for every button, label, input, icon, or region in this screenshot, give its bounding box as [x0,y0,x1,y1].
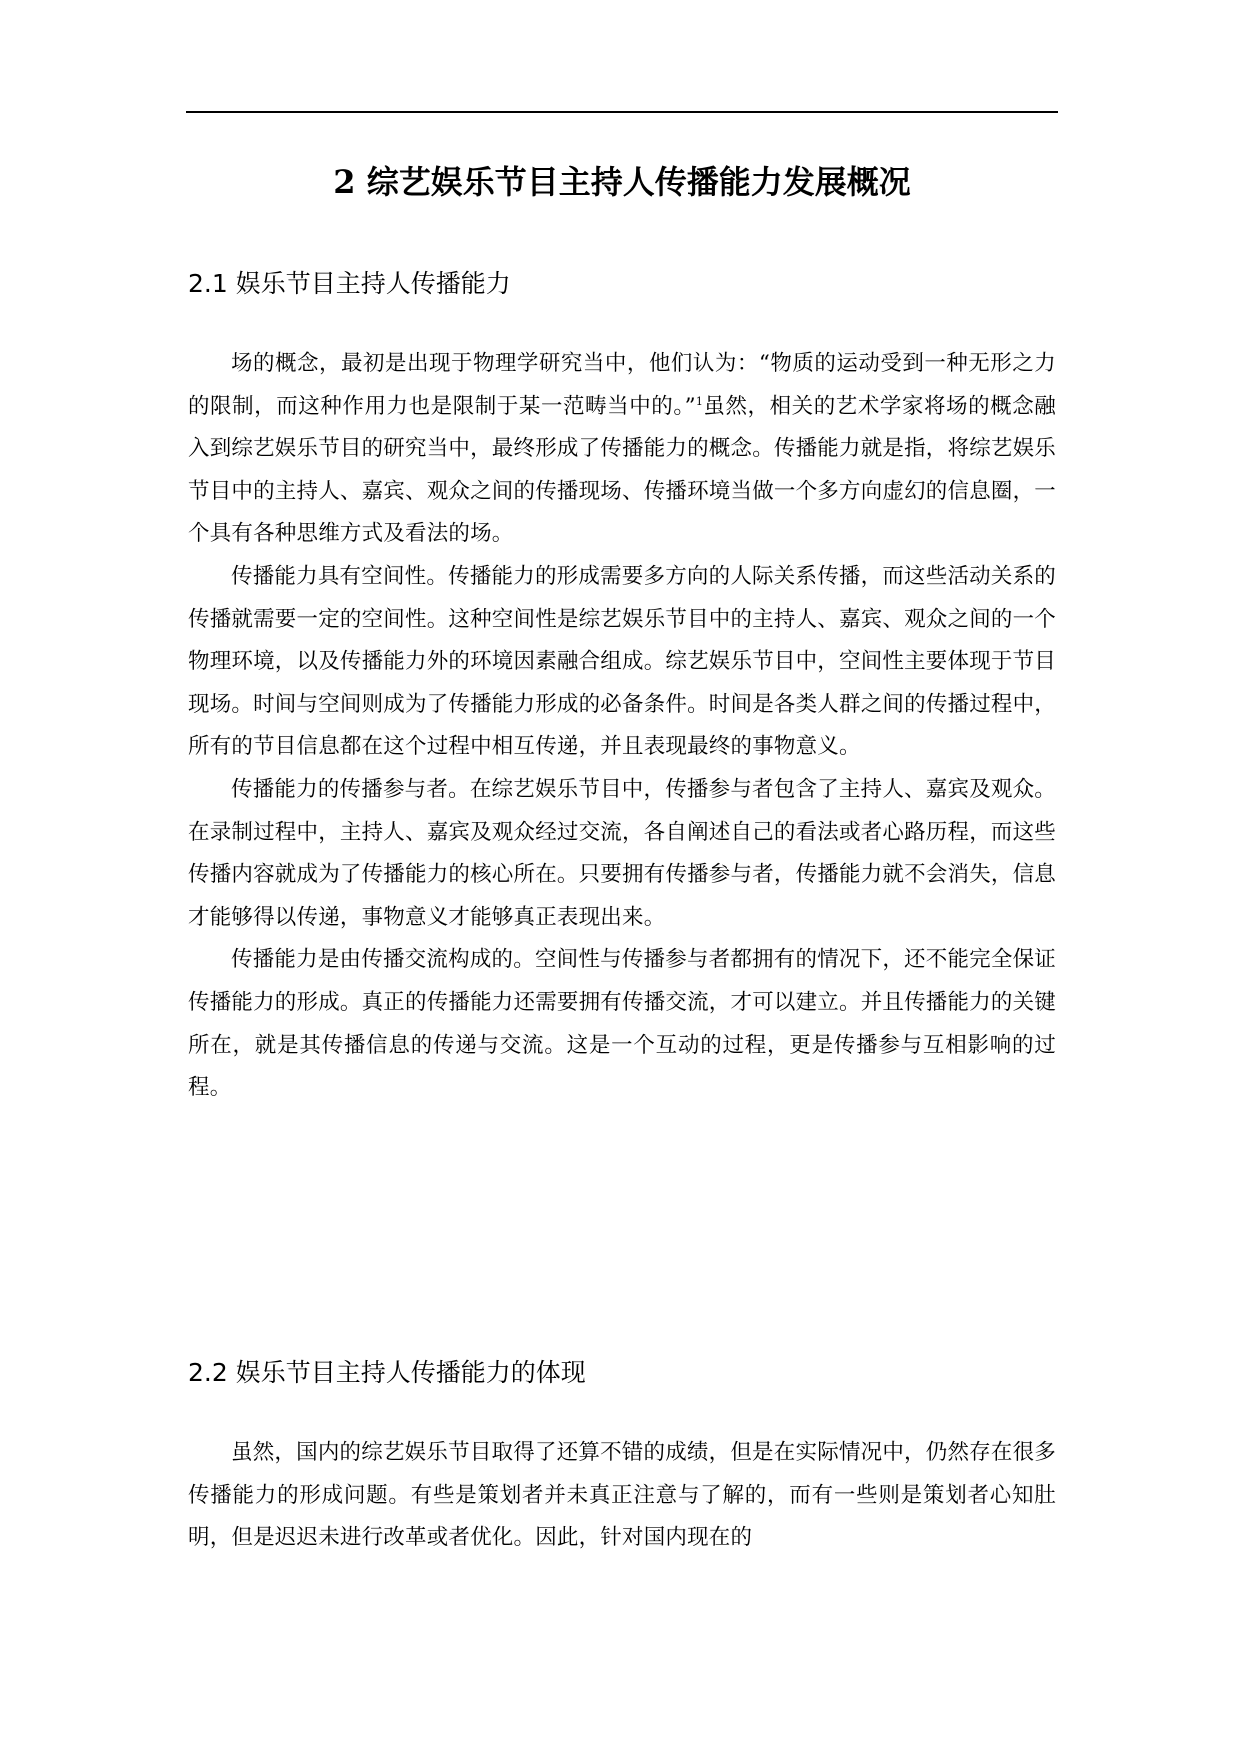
paragraph-text: 场的概念，最初是出现于物理学研究当中，他们认为：“物质的运动受到一种无形之力的限制，而这种作用力也是限制于某一范畴当中的。” [188,351,1056,419]
section-title-2-2: 2.2 娱乐节目主持人传播能力的体现 [188,1358,586,1387]
section-2-2-body [188,1432,1056,1560]
section-2-1-body [188,343,1056,1110]
paragraph [188,343,1056,556]
paragraph: 传播能力的传播参与者。在综艺娱乐节目中，传播参与者包含了主持人、嘉宾及观众。在录制过程中，主持人、嘉宾及观众经过交流，各自阐述自己的看法或者心路历程，而这些传播内容就成为了传播能力的核心所在。只要拥有传播参与者，传播能力就不会消失，信息才能够得以传递，事物意义才能够真正表现出来。 [188,776,1057,930]
footnote-marker: 1 [695,394,704,408]
section-title-2-1: 2.1 娱乐节目主持人传播能力 [188,269,511,298]
paragraph: 虽然，国内的综艺娱乐节目取得了还算不错的成绩，但是在实际情况中，仍然存在很多传播能力的形成问题。有些是策划者并未真正注意与了解的，而有一些则是策划者心知肚明，但是迟迟未进行改革或者优化。因此，针对国内现在的 [188,1440,1056,1551]
paragraph: 传播能力具有空间性。传播能力的形成需要多方向的人际关系传播，而这些活动关系的传播就需要一定的空间性。这种空间性是综艺娱乐节目中的主持人、嘉宾、观众之间的一个物理环境，以及传播能力外的环境因素融合组成。综艺娱乐节目中，空间性主要体现于节目现场。时间与空间则成为了传播能力形成的必备条件。时间是各类人群之间的传播过程中，所有的节目信息都在这个过程中相互传递，并且表现最终的事物意义。 [188,563,1057,760]
paragraph-text: 虽然，相关的艺术学家将场的概念融入到综艺娱乐节目的研究当中，最终形成了传播能力的概念。传播能力就是指，将综艺娱乐节目中的主持人、嘉宾、观众之间的传播现场、传播环境当做一个多方向虚幻的信息圈，一个具有各种思维方式及看法的场。 [188,393,1057,547]
paragraph: 传播能力是由传播交流构成的。空间性与传播参与者都拥有的情况下，还不能完全保证传播能力的形成。真正的传播能力还需要拥有传播交流，才可以建立。并且传播能力的关键所在，就是其传播信息的传递与交流。这是一个互动的过程，更是传播参与互相影响的过程。 [188,947,1057,1101]
header-rule [186,111,1058,113]
chapter-title: 2 综艺娱乐节目主持人传播能力发展概况 [333,163,911,201]
